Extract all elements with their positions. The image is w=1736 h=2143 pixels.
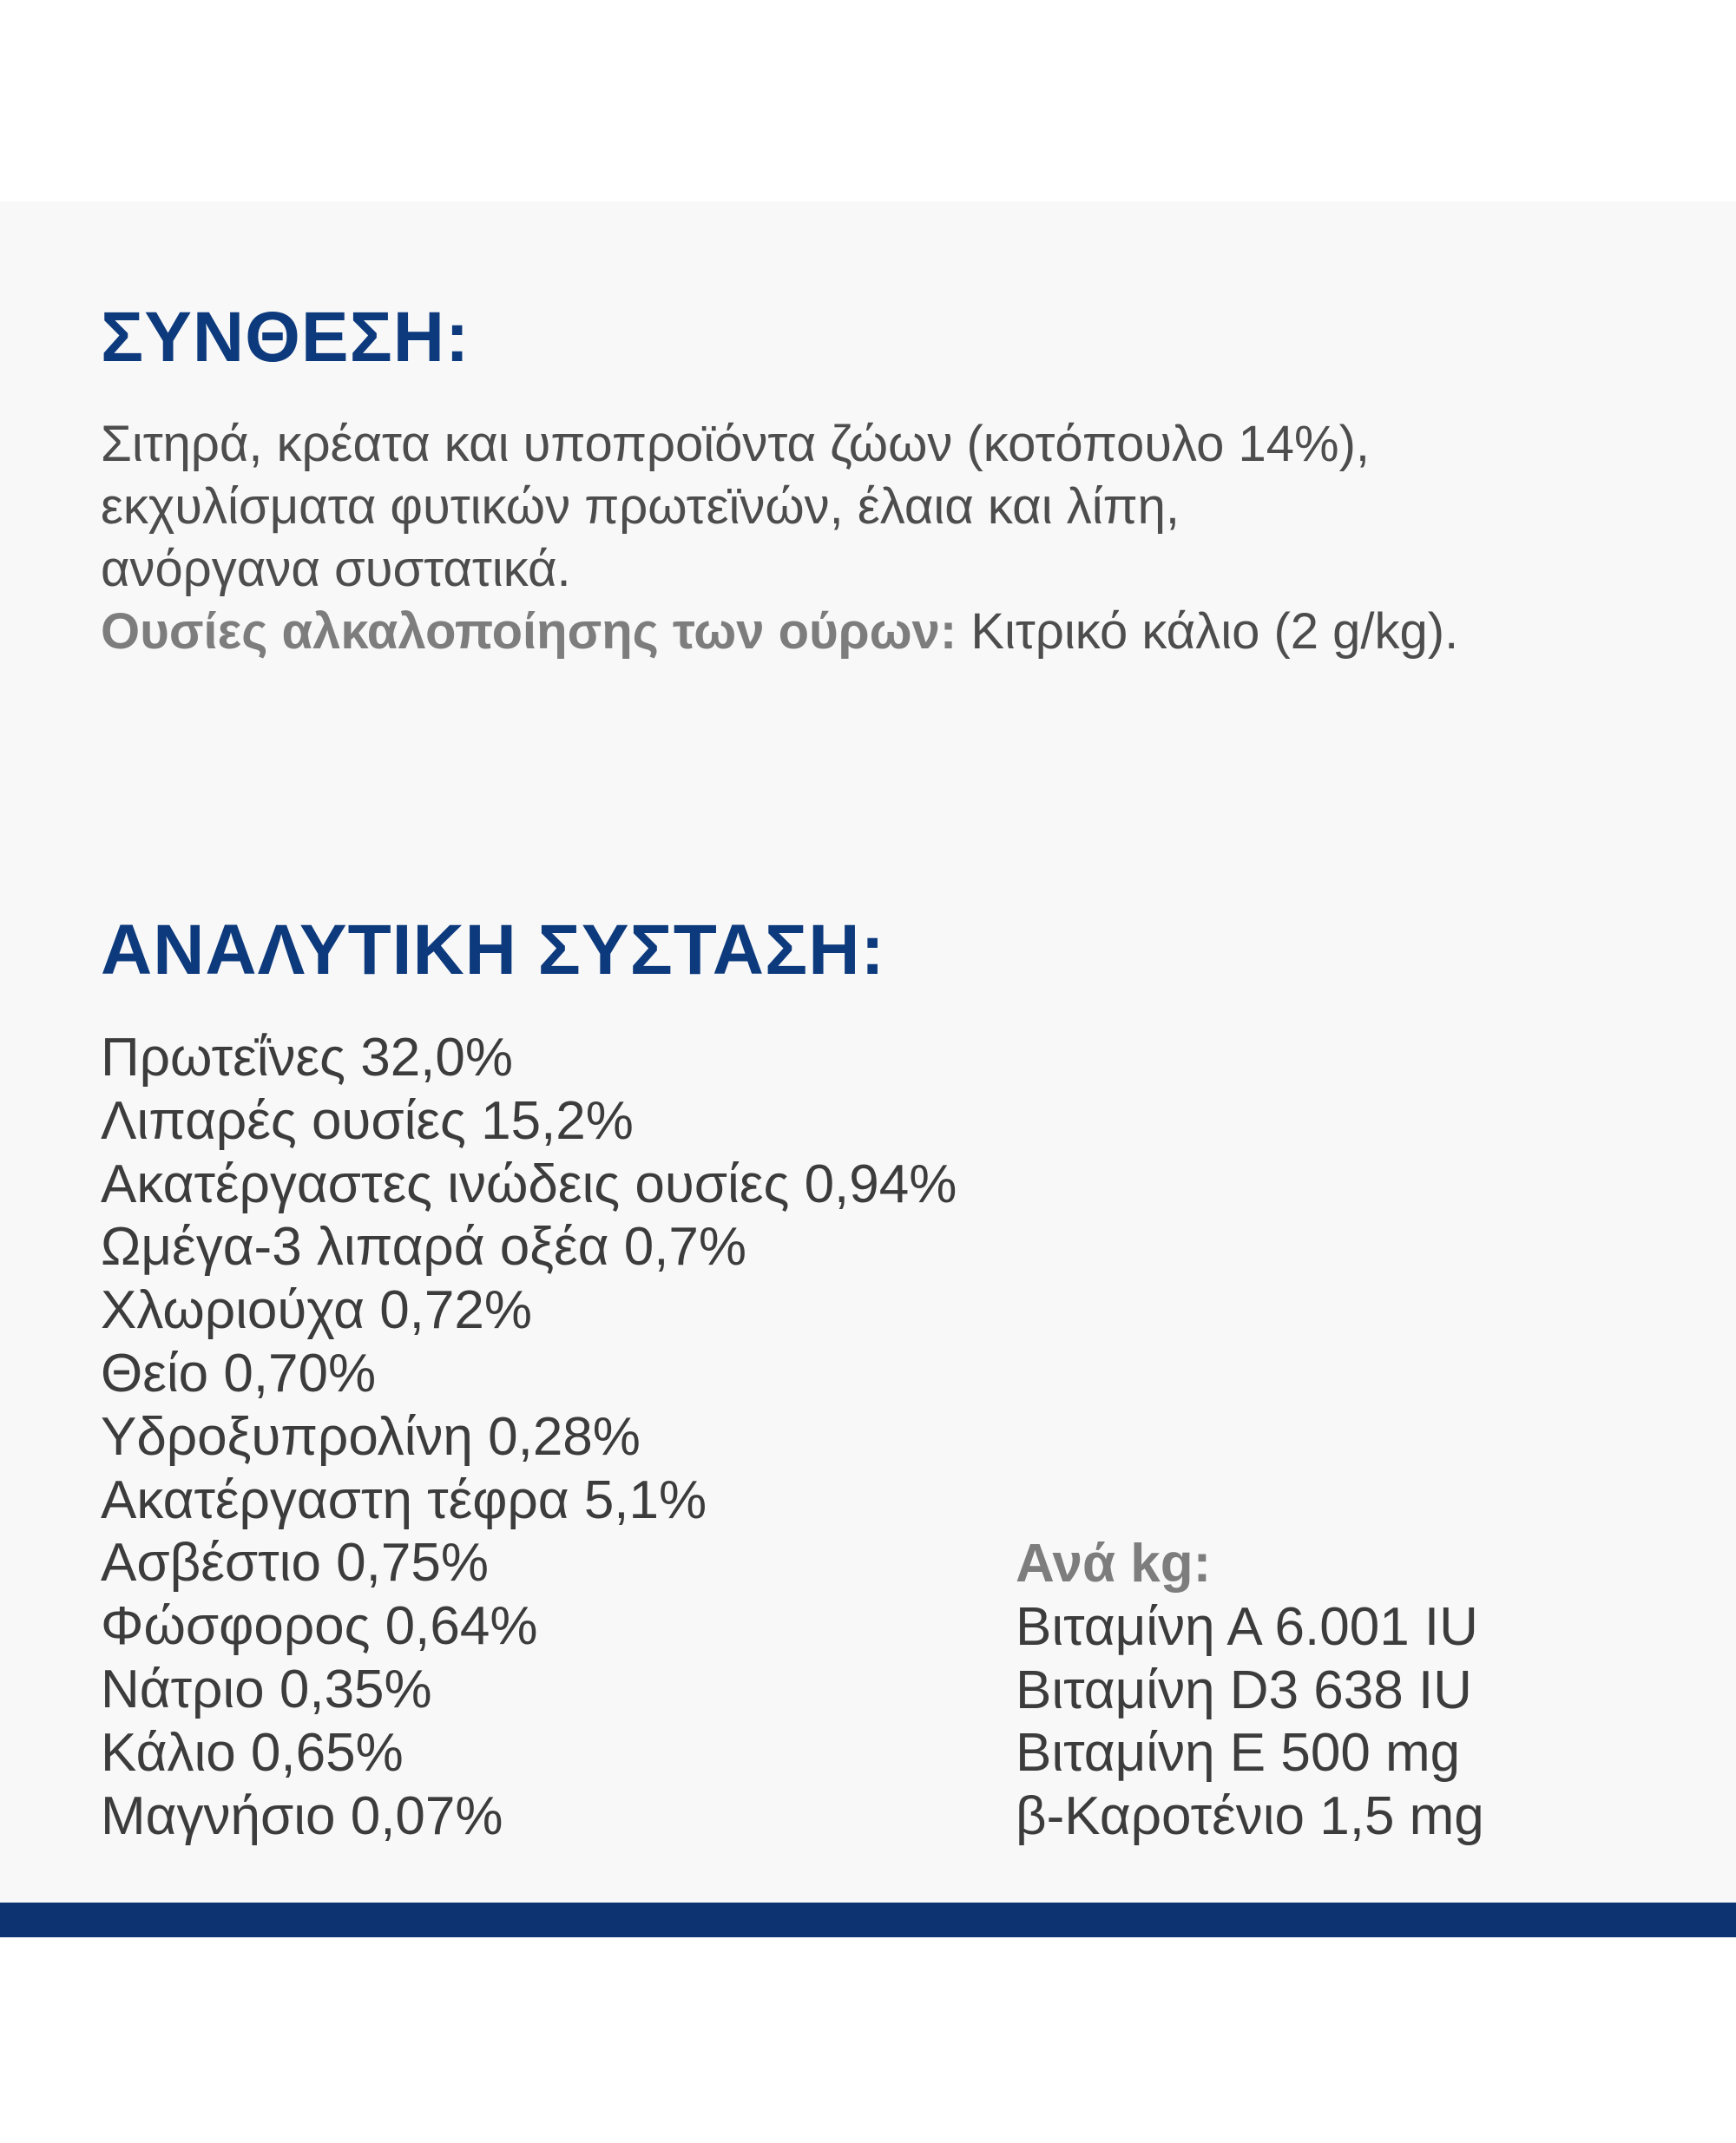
list-item: Πρωτεΐνες 32,0% bbox=[101, 1028, 514, 1088]
analytical-heading: ΑΝΑΛΥΤΙΚΗ ΣΥΣΤΑΣΗ: bbox=[101, 910, 885, 989]
per-kg-title: Ανά kg: bbox=[1016, 1534, 1212, 1594]
list-item: Θείο 0,70% bbox=[101, 1343, 377, 1403]
list-item: β-Καροτένιο 1,5 mg bbox=[1016, 1786, 1484, 1847]
composition-line: εκχυλίσματα φυτικών πρωτεϊνών, έλαια και λίπη, bbox=[101, 478, 1180, 535]
list-item: Λιπαρές ουσίες 15,2% bbox=[101, 1090, 634, 1151]
list-item: Βιταμίνη Ε 500 mg bbox=[1016, 1723, 1461, 1784]
footer-bar bbox=[0, 1903, 1736, 1937]
additives-value: Κιτρικό κάλιο (2 g/kg). bbox=[957, 603, 1459, 660]
list-item: Νάτριο 0,35% bbox=[101, 1659, 432, 1719]
additives-line bbox=[101, 601, 1706, 663]
composition-line: ανόργανα συστατικά. bbox=[101, 541, 571, 597]
list-item: Υδροξυπρολίνη 0,28% bbox=[101, 1406, 641, 1467]
list-item: Ασβέστιο 0,75% bbox=[101, 1533, 489, 1594]
list-item: Κάλιο 0,65% bbox=[101, 1722, 404, 1783]
additives-label: Ουσίες αλκαλοποίησης των ούρων: bbox=[101, 603, 957, 660]
list-item: Χλωριούχα 0,72% bbox=[101, 1280, 532, 1341]
list-item: Μαγνήσιο 0,07% bbox=[101, 1785, 503, 1846]
composition-heading: ΣΥΝΘΕΣΗ: bbox=[101, 298, 470, 377]
vitamin-list bbox=[1016, 1596, 1484, 1849]
list-item: Ακατέργαστες ινώδεις ουσίες 0,94% bbox=[101, 1154, 957, 1214]
list-item: Φώσφορος 0,64% bbox=[101, 1596, 538, 1657]
list-item: Βιταμίνη D3 638 IU bbox=[1016, 1660, 1472, 1720]
list-item: Ακατέργαστη τέφρα 5,1% bbox=[101, 1469, 707, 1530]
analysis-list bbox=[101, 1027, 957, 1848]
list-item: Βιταμίνη Α 6.001 IU bbox=[1016, 1596, 1478, 1657]
composition-line: Σιτηρά, κρέατα και υποπροϊόντα ζώων (κοτόπουλο 14%), bbox=[101, 416, 1371, 472]
list-item: Ωμέγα-3 λιπαρά οξέα 0,7% bbox=[101, 1217, 747, 1278]
per-kg-section bbox=[1016, 1533, 1484, 1849]
composition-text bbox=[101, 413, 1706, 663]
